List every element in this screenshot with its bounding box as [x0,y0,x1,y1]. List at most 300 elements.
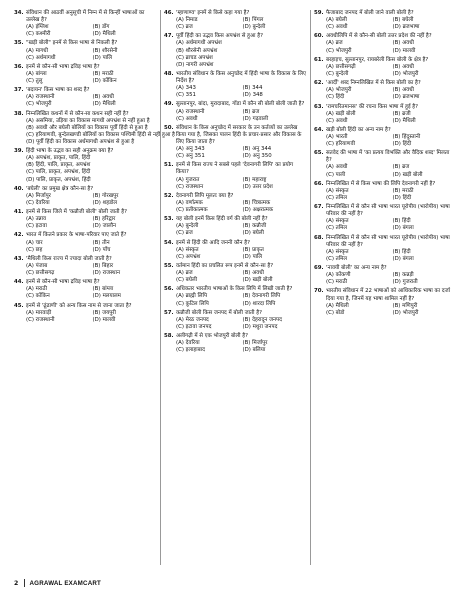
answer-option: (D) जालौन [92,223,117,230]
answer-option: (C) पाली [326,171,346,178]
question-text: इनमें से किस जिले में 'कन्नौजी बोली' बोली जाती है? [26,209,127,216]
question-line [14,186,156,193]
answer-option: (A) भोजपुरी [326,87,352,94]
answer-options [14,310,156,324]
question-item [14,256,156,277]
answer-option: (A) ब्राह्मी लिपि [176,293,208,300]
answer-option: (A) वर्णात्मक [176,199,203,206]
question-text: इनमें से हिंदी की आदि जननी कौन है? [176,239,250,246]
question-number: 48. [164,70,174,77]
question-text: पूर्वी हिंदी का उद्भव किस अपभ्रंश से हुआ है? [176,33,263,40]
answer-option: (B) कन्नौजी [242,223,267,230]
question-number: 38. [14,110,24,117]
answer-options [14,286,156,300]
question-text: कन्नौजी बोली किस जनपद में बोली जाती है? [176,309,262,316]
answer-option: (C) बघेली [176,277,197,284]
answer-option: (D) नागरी अपभ्रंश [176,61,214,68]
answer-option: (A) संस्कृत [176,246,199,253]
answer-option: (D) पालि, प्राकृत, अपभ्रंश, हिंदी [26,176,91,183]
answer-option: (C) हरियाणवी, बुन्देलखण्डी बोलियों का विकास पश्चिमी हिंदी से नहीं हुआ है [26,131,175,138]
question-text: अलीगढ़ी में से एक भोजपुरी बोली है? [176,333,249,340]
question-item [314,33,456,54]
question-item [314,235,456,263]
answer-options [14,155,156,183]
answer-option: (B) डोंग [92,24,110,31]
answer-option: (D) पालि [242,253,263,260]
question-number: 54. [164,239,174,246]
question-item [14,148,156,183]
answer-option: (D) मैथिली [92,101,116,108]
question-number: 37. [14,87,24,94]
answer-options [164,177,306,191]
answer-option: (D) हिंदी [392,194,412,201]
answer-option: (C) कोंकिन [26,293,50,300]
answer-option: (B) हरिद्वार [92,216,116,223]
question-text: इनमें से 'ढूंढाणी' को अन्य किस नाम से जाना जाता है? [26,302,132,309]
publisher-brand: AGRAWAL EXAMCART [29,579,102,587]
question-item [14,40,156,61]
answer-option: (A) मारवाड़ी [26,309,52,316]
question-column-2 [164,10,306,565]
question-text: 'बघेली' का प्रमुख क्षेत्र कौन-सा है? [26,185,94,192]
answer-option: (A) गुजरात [176,176,200,183]
question-number: 61. [314,56,324,63]
answer-option: (B) अवधी [242,270,264,277]
question-item [164,333,306,354]
question-number: 43. [14,255,24,262]
answer-option: (C) भोजपुरी [26,101,52,108]
answer-option: (D) अक्षरात्मक [242,207,274,213]
column-divider [160,10,161,565]
question-text: निम्नलिखित में से किस भाषा की लिपि देवनागरी नहीं है? [326,180,436,187]
question-line [14,209,156,216]
question-text: निम्नलिखित कथनों में से कौन-सा कथन सही नहीं है? [26,110,129,117]
answer-option: (B) ब्रजी [392,110,411,117]
question-number: 55. [164,262,174,269]
answer-option: (C) इटावा [26,223,47,230]
question-number: 59. [314,10,324,16]
question-number: 36. [14,63,24,70]
answer-options [14,193,156,207]
answer-option: (C) पालि, प्राकृत, अपभ्रंश, हिंदी [26,169,91,176]
answer-option: (D) मालवी [92,316,116,323]
answer-option: (B) बांग्ला [92,286,114,293]
answer-option: (C) बोडो [326,309,345,316]
question-line [14,232,156,239]
answer-options [314,188,456,202]
answer-option: (D) पूर्वी हिंदी का विकास अर्धमागधी अपभ्रंश से हुआ है [26,138,135,145]
answer-option: (D) बुन्देली [242,24,266,31]
question-number: 41. [14,209,24,216]
question-line [164,240,306,247]
answer-option: (A) पंजाब [26,262,48,269]
answer-option: (C) अवधी [176,115,198,122]
question-item [14,64,156,85]
answer-option: (D) 348 [242,92,263,99]
question-number: 51. [164,162,174,169]
answer-options [164,340,306,354]
answer-option: (A) 343 [176,85,196,92]
answer-option: (B) शौरसेनी [92,47,118,54]
answer-option: (D) अनु 350 [242,153,272,160]
question-item [14,232,156,253]
question-item [14,279,156,300]
question-line [314,204,456,218]
answer-option: (C) तमिल [326,225,348,232]
answer-options [14,94,156,108]
answer-option: (C) कश्मीरी [26,31,51,38]
answer-options [164,270,306,284]
answer-option: (A) असमिया, उड़िया का विकास मागधी अपभ्रंश से नहीं हुआ है [26,117,150,124]
answer-option: (B) अवधी [392,87,414,94]
answer-option: (C) छत्तीसगढ़ [26,270,55,277]
answer-option: (D) ब्रजभाषा [392,24,420,31]
answer-option: (D) ब्रजभाषा [392,94,420,101]
answer-option: (D) मथुरा जनपद [242,323,278,330]
answer-option: (B) हिंदी, पालि, प्राकृत, अपभ्रंश [26,162,91,169]
question-text: संविधान के किस अनुच्छेद में सरकार के उन कर्तव्यों का उल्लेख किया गया है, जिसका पालन हिंदी के प्रचार-प्रसार और विकास के लिए किया जाता है? [176,124,302,145]
question-item [164,286,306,307]
question-line [14,64,156,71]
answer-option: (A) ब्रज [176,270,193,277]
question-number: 46. [164,10,174,16]
question-line [164,263,306,270]
answer-option: (D) मालवी [392,47,416,54]
answer-option: (C) 351 [176,92,196,99]
answer-option: (B) ब्रज [242,108,260,115]
question-item [14,10,156,38]
answer-options [314,17,456,31]
question-number: 45. [14,302,24,309]
answer-option: (D) मलयालम [92,293,121,300]
question-text: भारत में कितने प्रकार के भाषा-परिवार पाए जाते हैं? [26,232,127,239]
answer-option: (D) मैथिली [392,117,416,124]
question-item [164,216,306,237]
question-line [14,10,156,24]
answer-option: (C) अर्धमागधी [26,54,56,61]
answer-option: (B) प्राकृत [242,246,264,253]
question-line [164,310,306,317]
answer-option: (B) 344 [242,85,263,92]
answer-options [164,40,306,68]
question-item [164,240,306,261]
question-column-3 [314,10,456,565]
question-line [314,150,456,164]
question-item [314,181,456,202]
question-text: भारतीय संविधान के किस अनुच्छेद में हिंदी भाषा के विकास के लिए निर्देश है? [176,70,306,85]
answer-option: (C) हिंदी [326,94,345,101]
answer-option: (D) बघेली [242,230,264,237]
answer-options [314,40,456,54]
question-line [14,111,156,118]
answer-option: (C) तमिल [326,255,348,262]
question-text: संविधान की आठवीं अनुसूची में निम्न में से किन्हीं भाषाओं का उल्लेख है? [26,10,145,24]
answer-options [164,109,306,123]
answer-options [164,293,306,307]
question-item [14,303,156,324]
answer-option: (A) भारती [326,133,348,140]
question-item [314,288,456,316]
answer-options [14,71,156,85]
question-text: यह बोली इनमें किस हिंदी वर्ग की बोली नहीं है? [176,216,268,223]
question-text: भारतीय संविधान में 22 भाषाओं को आधिकारिक भाषा का दर्जा दिया गया है, जिनमें यह भाषा शामिल नहीं है? [326,288,450,302]
question-line [164,71,306,85]
question-item [164,10,306,31]
answer-option: (C) इलाहाबाद [176,347,205,354]
answer-options [314,87,456,101]
answer-option: (A) बांग्ला [26,70,47,77]
answer-option: (C) हरियाणवी [326,141,355,148]
question-item [314,150,456,178]
answer-option: (A) अर्धमागधी अपभ्रंश [176,40,222,47]
question-item [314,127,456,148]
page-number: 2 [14,579,19,587]
answer-option: (B) जयपुरी [92,309,116,316]
question-item [164,162,306,190]
answer-option: (B) मणिपुरी [392,302,418,309]
answer-option: (B) मराठी [392,187,414,194]
answer-option: (D) उत्तर प्रदेश [242,183,273,190]
question-item [314,265,456,286]
answer-option: (D) खड़ी बोली [242,277,273,284]
answer-option: (D) राजस्थान [92,270,120,277]
answer-options [314,218,456,232]
answer-option: (B) देवनागरी लिपि [242,293,281,300]
question-text: सतवेद की भाषा में 'का प्रत्यय विभक्ति और वैदिक शब्द' मिलता है? [326,150,450,164]
answer-option: (C) अवधी [326,117,348,124]
exam-page [14,10,461,570]
answer-options [14,48,156,62]
question-text: 'रामचरितमानस' की रचना किस भाषा में हुई है? [326,103,419,110]
answer-option: (A) संस्कृत [326,187,349,194]
question-text: "खड़ी बोली" इनमें से किस भाषा से निकली है? [26,40,118,47]
answer-option: (D) मैथिली [92,31,116,38]
answer-option: (B) महाराष्ट्र [242,176,267,183]
question-number: 66. [314,180,324,187]
answer-option: (C) इटावा जनपद [176,323,212,330]
question-text: 'नावयी बोली' का अन्य नाम है? [326,265,387,272]
question-line [164,125,306,146]
answer-option: (D) भोजपुरी [392,309,419,316]
question-number: 39. [14,148,24,155]
answer-option: (C) अपभ्रंश [176,253,201,260]
answer-option: (A) इंग्लिश [26,24,49,31]
answer-option: (B) हिंदुस्तानी [392,133,421,140]
answer-option: (B) मिर्जापुर [242,340,268,347]
question-text: बरहाइच, सुल्तानपुर, रायबरेली किस बोली के क्षेत्र है? [326,56,429,63]
question-text: अधिकतर भारतीय भाषाओं के किस लिपि में लिखी जाती है? [176,286,293,293]
answer-option: (B) अवधी और बघेली बोलियों का विकास पूर्वी हिंदी से हुआ है [26,124,148,131]
answer-option: (C) तमिल [326,194,348,201]
question-text: 'बदायन' किस भाषा का शब्द है? [26,87,90,94]
answer-option: (B) अनु 344 [242,146,272,153]
question-number: 60. [314,33,324,40]
question-number: 34. [14,10,24,16]
question-line [14,303,156,310]
question-text: अवधीलिपि में से कौन-सी बोली उत्तर प्रदेश की नहीं है? [326,33,432,40]
answer-option: (B) मराठी [92,70,114,77]
question-text: 'मैथिली किस राज्य में ज्यादा बोली जाती है? [26,255,112,262]
answer-option: (C) बुन्देली [326,70,349,77]
footer-divider [24,579,25,587]
answer-option: (C) मराठी [326,279,348,286]
answer-option: (D) कोंकिन [92,78,117,85]
question-item [314,10,456,31]
answer-option: (C) कुटिल लिपि [176,300,209,307]
question-line [314,104,456,111]
question-line [164,101,306,108]
answer-option: (C) ब्रज [176,230,193,237]
answer-option: (D) शहडोल [92,199,118,206]
question-number: 69. [314,265,324,272]
answer-option: (D) बलिया [242,347,266,354]
answer-option: (A) कोंकणी [326,272,351,279]
answer-option: (A) अवधी [326,164,348,171]
answer-options [14,240,156,254]
answer-option: (D) गुजराती [392,279,418,286]
answer-options [164,223,306,237]
answer-option: (D) बंगला [392,255,414,262]
answer-option: (A) खड़ी बोली [326,110,356,117]
question-number: 52. [164,192,174,199]
answer-option: (B) हिंदी [392,218,411,225]
column-divider [310,10,311,565]
question-item [164,263,306,284]
question-number: 42. [14,232,24,239]
answer-option: (D) भोजपुरी [392,70,419,77]
question-item [164,101,306,122]
question-text: वर्तमान हिंदी का प्रचलित रूप इनमें से कौन-सा है? [176,262,274,269]
question-item [164,310,306,331]
answer-option: (D) पालि [92,54,113,61]
question-number: 40. [14,185,24,192]
answer-option: (B) शौरसेनी अपभ्रंश [176,47,218,54]
answer-option: (B) गोरखपुर [92,192,119,199]
question-number: 64. [314,126,324,133]
answer-options [314,249,456,263]
question-number: 58. [164,333,174,340]
answer-option: (A) मैथिली [326,302,349,309]
question-text: 'आर्दी' शब्द निम्नलिखित में से किस बोली का है? [326,80,421,87]
question-item [314,57,456,78]
answer-option: (A) बुन्देली [176,223,199,230]
answer-option: (A) मिर्जापुर [26,192,51,199]
answer-option: (B) देहरादून जनपद [242,316,282,323]
answer-option: (A) राजस्थानी [176,108,205,115]
question-item [314,104,456,125]
answer-option: (A) बघेली [326,17,347,24]
answer-options [14,24,156,38]
answer-option: (C) देवरिया [26,199,50,206]
answer-option: (A) देवरिया [176,340,200,347]
answer-option: (A) अनु 343 [176,146,205,153]
answer-option: (A) ब्रज [326,40,343,47]
answer-option: (B) अवधी [392,63,414,70]
answer-option: (A) छत्तीसगढ़ी [326,63,356,70]
question-item [164,125,306,160]
question-line [314,235,456,249]
question-number: 70. [314,288,324,295]
answer-option: (C) भोजपुरी [326,47,352,54]
answer-options [314,303,456,317]
answer-options [314,111,456,125]
answer-option: (C) ब्रज [176,24,193,31]
answer-option: (A) चार [26,239,43,246]
answer-option: (A) संस्कृत [326,218,349,225]
question-item [164,71,306,99]
question-text: खड़ी बोली हिंदी का अन्य नाम है? [326,126,391,133]
page-footer [14,577,101,589]
question-line [314,181,456,188]
question-line [14,40,156,47]
answer-option: (A) संस्कृत [326,248,349,255]
answer-options [164,200,306,214]
answer-options [164,146,306,160]
question-text: इनमें से किस राज्य ने सबसे पहले 'देवनागरी लिपि' का प्रयोग किया? [176,162,294,176]
question-item [164,193,306,214]
answer-option: (C) राजस्थानी [26,316,55,323]
question-line [314,33,456,40]
question-number: 50. [164,124,174,131]
question-line [14,256,156,263]
question-number: 53. [164,216,174,223]
answer-option: (D) पाँच [92,246,111,253]
answer-options [314,272,456,286]
answer-options [314,64,456,78]
answer-option: (B) हिंदी [392,248,411,255]
answer-options [164,247,306,261]
answer-option: (C) तुलु [26,78,43,85]
question-line [314,127,456,134]
answer-option: (C) ब्राचड अपभ्रंश [176,54,213,61]
answer-options [164,317,306,331]
question-number: 35. [14,40,24,47]
answer-options [164,85,306,99]
question-number: 63. [314,103,324,110]
answer-option: (B) कन्नड़ी [392,272,414,279]
answer-option: (A) मेरठ जनपद [176,316,209,323]
answer-option: (A) निमाड [176,17,198,24]
answer-option: (B) बिहार [92,262,114,269]
question-item [14,87,156,108]
answer-option: (A) राजस्थानी [26,94,55,101]
answer-option: (C) अवधी [326,24,348,31]
question-line [314,57,456,64]
answer-option: (D) शारदा लिपि [242,300,276,307]
question-item [14,209,156,230]
answer-option: (B) चित्रात्मक [242,199,271,206]
answer-option: (C) राजस्थान [176,183,204,190]
answer-option: (B) अवधी [392,40,414,47]
question-item [314,204,456,232]
question-text: हिंदी भाषा के उद्भव का सही अनुक्रम क्या है? [26,148,114,155]
answer-options [14,216,156,230]
answer-option: (A) मराठी [26,286,47,293]
question-number: 57. [164,309,174,316]
answer-option: (C) प्रतीकात्मक [176,207,208,213]
answer-option: (C) छह [26,246,43,253]
question-number: 62. [314,80,324,87]
answer-option: (A) उन्नाव [26,216,47,223]
answer-option: (B) ब्रज [392,164,410,171]
question-line [164,162,306,176]
answer-options [164,17,306,31]
question-number: 68. [314,234,324,241]
question-text: इनमें से कौन-सी भाषा द्रविड़ भाषा है? [26,279,100,286]
answer-option: (A) मागधी [26,47,48,54]
question-number: 49. [164,101,174,108]
answer-option: (A) अपभ्रंश, प्राकृत, पालि, हिंदी [26,155,91,162]
